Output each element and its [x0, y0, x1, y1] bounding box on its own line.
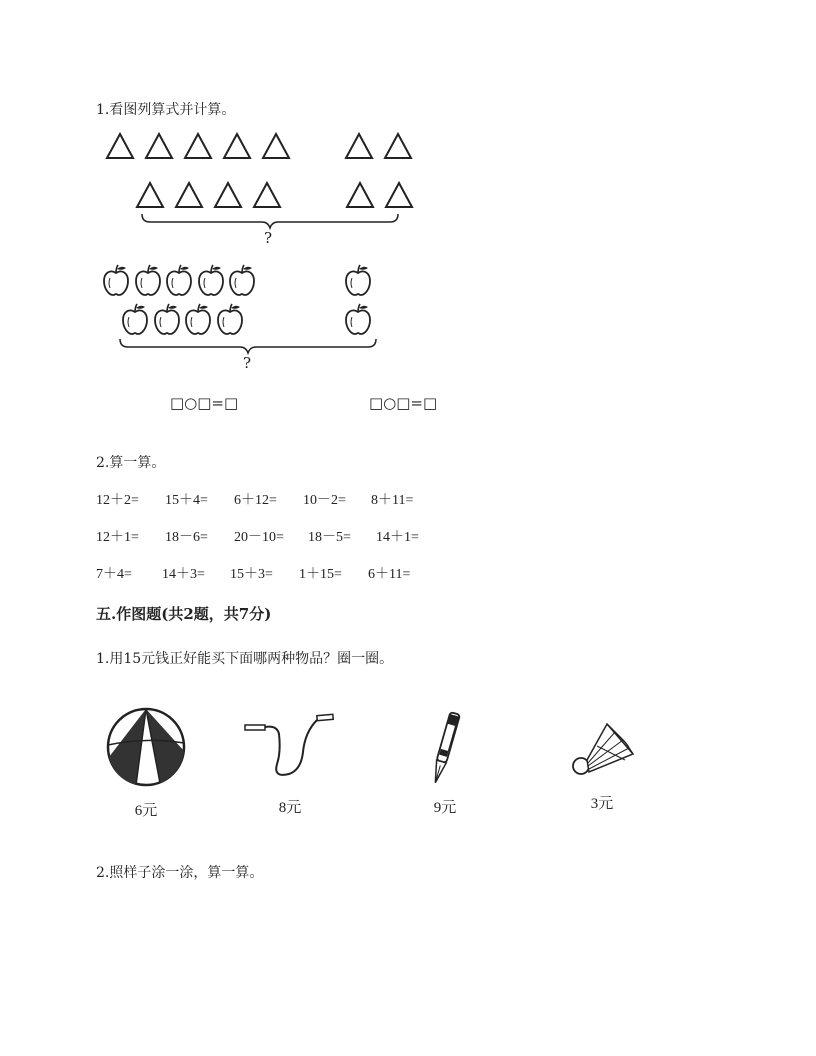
price-label: 3元 [590, 796, 614, 812]
arithmetic-problem: 10－2= [303, 493, 346, 508]
triangle-icon [261, 132, 291, 160]
triangle-icon [222, 132, 252, 160]
price-label: 8元 [278, 800, 302, 816]
apple-icon [165, 264, 193, 296]
arithmetic-problem: 18－5= [308, 530, 351, 545]
apple-icon [197, 264, 225, 296]
question-mark: ? [264, 229, 273, 247]
arithmetic-problem: 14＋3= [162, 567, 205, 582]
apple-icon [344, 303, 372, 335]
item-pen[interactable] [420, 710, 470, 817]
apple-icon [134, 264, 162, 296]
triangle-icon [252, 181, 282, 209]
question-mark: ? [243, 354, 252, 372]
formula-blank-right[interactable]: □○□=□ [369, 394, 438, 412]
item-ball[interactable] [98, 707, 194, 820]
apple-icon [228, 264, 256, 296]
apple-icon [121, 303, 149, 335]
arithmetic-problem: 1＋15= [299, 567, 342, 582]
arithmetic-problem: 15＋4= [165, 493, 208, 508]
problem-2-title: 2.照样子涂一涂，算一算。 [96, 865, 264, 881]
price-label: 9元 [433, 800, 457, 816]
arithmetic-problem: 15＋3= [230, 567, 273, 582]
formula-blank-left[interactable]: □○□=□ [170, 394, 239, 412]
triangle-icon [174, 181, 204, 209]
triangle-icon [384, 181, 414, 209]
arithmetic-problem: 14＋1= [376, 530, 419, 545]
triangle-icon [105, 132, 135, 160]
arithmetic-problem: 7＋4= [96, 567, 132, 582]
arithmetic-problem: 6＋11= [368, 567, 411, 582]
question-1-title: 1.看图列算式并计算。 [96, 102, 236, 118]
apple-icon [102, 264, 130, 296]
arithmetic-problem: 12＋1= [96, 530, 139, 545]
ball-icon [100, 707, 192, 787]
apple-icon [184, 303, 212, 335]
item-jump-rope[interactable] [240, 712, 340, 817]
jump-rope-icon [241, 712, 339, 782]
question-2-title: 2.算一算。 [96, 455, 166, 471]
arithmetic-problem: 8＋11= [371, 493, 414, 508]
triangle-icon [213, 181, 243, 209]
arithmetic-problem: 6＋12= [234, 493, 277, 508]
shuttlecock-icon [567, 716, 637, 780]
triangle-icon [144, 132, 174, 160]
price-label: 6元 [134, 803, 158, 819]
triangle-icon [135, 181, 165, 209]
arithmetic-problem: 12＋2= [96, 493, 139, 508]
triangle-icon [383, 132, 413, 160]
arithmetic-problem: 20－10= [234, 530, 284, 545]
section-title: 五.作图题(共2题，共7分) [96, 605, 272, 623]
arithmetic-problem: 18－6= [165, 530, 208, 545]
triangle-icon [345, 181, 375, 209]
problem-1-title: 1.用15元钱正好能买下面哪两种物品？圈一圈。 [96, 651, 394, 667]
brace-icon [118, 337, 378, 355]
pen-icon [425, 710, 465, 788]
apple-icon [344, 264, 372, 296]
apple-icon [216, 303, 244, 335]
item-shuttlecock[interactable] [565, 716, 639, 813]
triangle-icon [183, 132, 213, 160]
brace-icon [140, 212, 400, 230]
triangle-icon [344, 132, 374, 160]
apple-icon [153, 303, 181, 335]
